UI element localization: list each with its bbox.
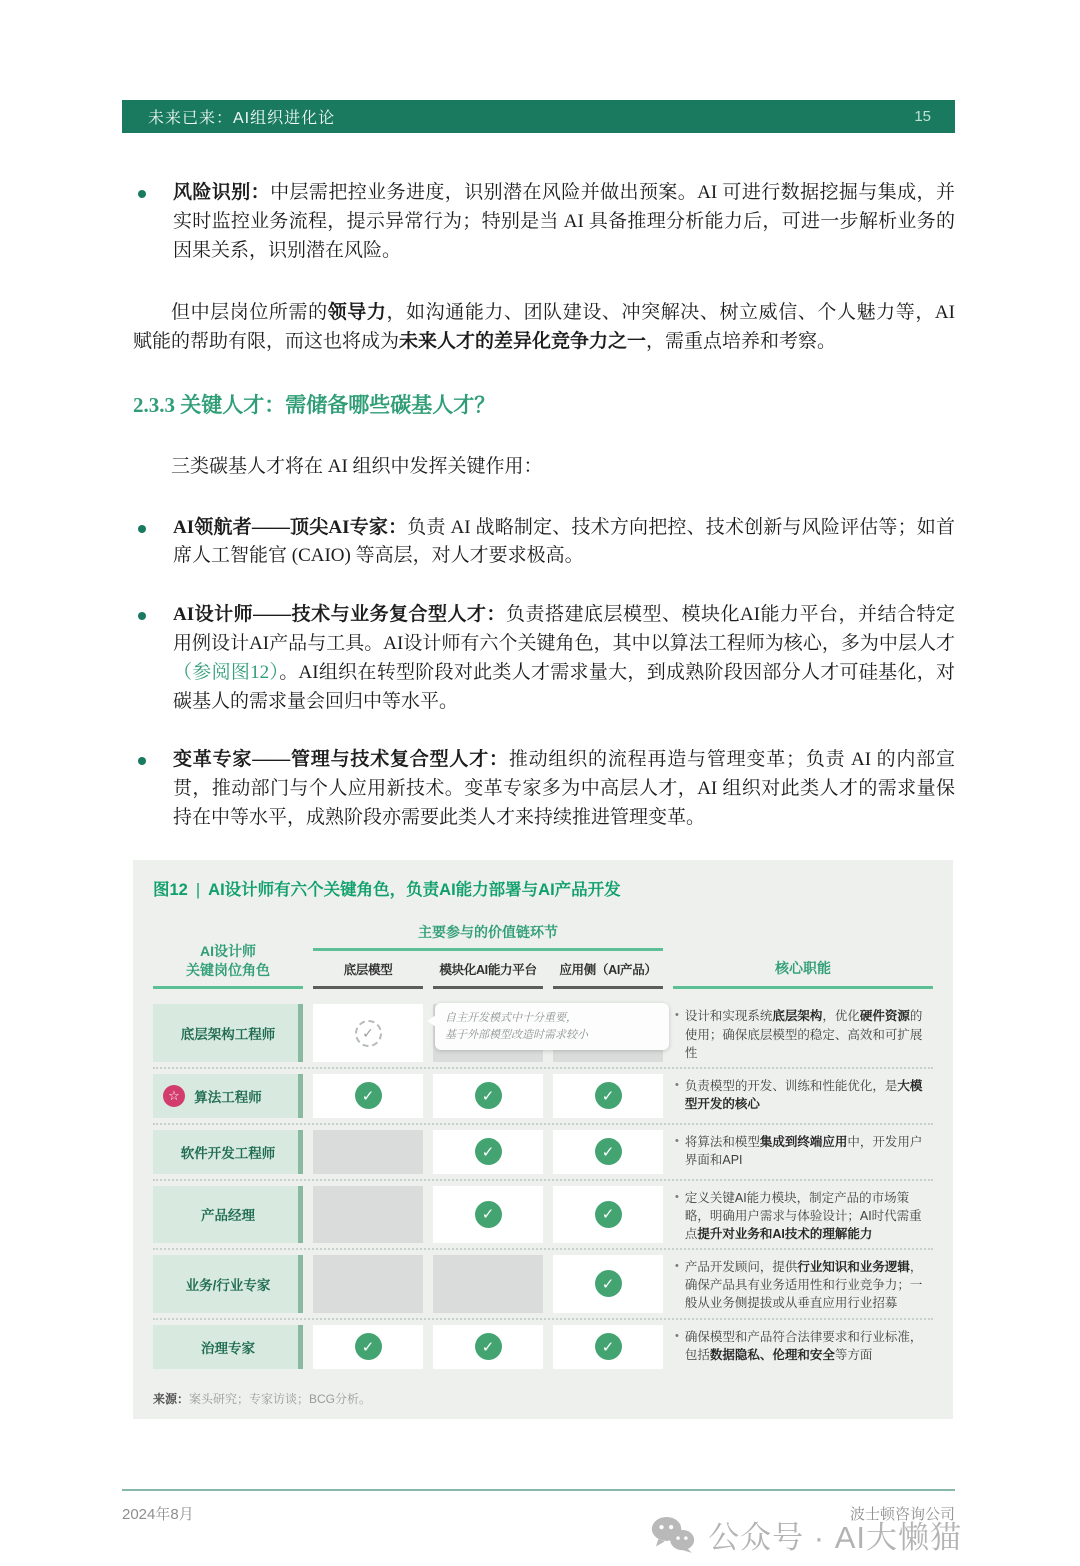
figure-source <box>153 1390 933 1407</box>
mark-cell-application <box>553 1074 663 1118</box>
core-function-text: 负责模型的开发、训练和性能优化，是大模型开发的核心 <box>684 1078 923 1111</box>
figure-12 <box>133 860 953 1418</box>
header-title: 未来已来：AI组织进化论 <box>148 110 336 127</box>
core-function-text: 设计和实现系统底层架构，优化硬件资源的使用；确保底层模型的稳定、高效和可扩展性 <box>684 1009 923 1060</box>
bullet-item-ai-designer <box>133 601 955 717</box>
core-function-text: 定义关键AI能力模块，制定产品的市场策略，明确用户需求与体验设计；AI时代需重点提升对业务和AI技术的理解能力 <box>684 1190 922 1242</box>
core-function-cell <box>673 1130 933 1174</box>
mark-cell-application <box>553 1255 663 1312</box>
mark-cell-ai-platform <box>433 1325 543 1369</box>
role-cell <box>153 1004 303 1061</box>
role-label: 治理专家 <box>201 1340 255 1356</box>
check-icon: ✓ <box>475 1138 502 1165</box>
watermark-text: 公众号 · AI大懒猫 <box>708 1520 962 1555</box>
figure-title-prefix: 图12 <box>153 881 188 900</box>
figure-title-separator: | <box>195 881 201 900</box>
bullet-icon: • <box>675 1190 679 1203</box>
wechat-icon <box>650 1515 696 1554</box>
footer-company: 波士顿咨询公司 <box>849 1505 955 1523</box>
column-group-value-chain <box>313 922 663 989</box>
star-badge-icon: ☆ <box>163 1085 185 1107</box>
role-label: 产品经理 <box>201 1208 255 1224</box>
table-row <box>153 999 933 1068</box>
column-header-core-functions: 核心职能 <box>673 958 933 989</box>
core-function-cell <box>673 1255 933 1312</box>
source-text: 案头研究；专家访谈；BCG分析。 <box>189 1391 372 1406</box>
mark-cell-application <box>553 1325 663 1369</box>
value-chain-subheaders <box>313 960 663 989</box>
dashed-check-icon: ✓ <box>355 1020 382 1047</box>
source-label: 来源： <box>153 1391 190 1406</box>
tooltip-callout: 自主开发模式中十分重要， 基于外部模型改造时需求较小 <box>435 1003 669 1050</box>
role-cell <box>153 1255 303 1312</box>
mark-cell-ai-platform <box>433 1130 543 1174</box>
figure-title <box>153 876 933 900</box>
table-row <box>153 1320 933 1374</box>
bullet-risk-text: 风险识别：中层需把控业务进度，识别潜在风险并做出预案。AI 可进行数据挖掘与集成，并实时监控业务流程，提示异常行为；特别是当 AI 具备推理分析能力后，可进一步解析业务的因果关系，识别潜在风险。 <box>173 182 955 261</box>
role-cell <box>153 1130 303 1174</box>
bullet-icon: • <box>675 1134 679 1147</box>
role-label: 软件开发工程师 <box>180 1145 276 1161</box>
column-header-roles <box>153 942 303 990</box>
column-header-base-model: 底层模型 <box>313 960 423 989</box>
column-header-application: 应用侧（AI产品） <box>553 960 663 989</box>
check-icon: ✓ <box>475 1082 502 1109</box>
check-icon: ✓ <box>355 1333 382 1360</box>
bullet-icon <box>138 757 146 765</box>
page-header-bar <box>122 100 955 133</box>
figure-table-rows <box>153 999 933 1373</box>
figure-table-header <box>153 922 933 989</box>
mark-cell-base-model <box>313 1130 423 1174</box>
table-row <box>153 1125 933 1181</box>
check-icon: ✓ <box>595 1270 622 1297</box>
column-header-roles-line1: AI设计师 <box>200 942 256 959</box>
check-icon: ✓ <box>595 1201 622 1228</box>
bullet-navigator-text: AI领航者——顶尖AI专家：负责 AI 战略制定、技术方向把控、技术创新与风险评估等；如首席人工智能官 (CAIO) 等高层，对人才要求极高。 <box>173 516 955 567</box>
bullet-icon <box>138 612 146 620</box>
page-content <box>133 179 955 1419</box>
table-row <box>153 1069 933 1125</box>
bullet-item-change-expert <box>133 746 955 833</box>
figure-reference-link[interactable]: （参阅图12） <box>173 662 280 684</box>
role-cell <box>153 1186 303 1243</box>
mark-cell-application <box>553 1130 663 1174</box>
mark-cell-base-model <box>313 1255 423 1312</box>
bullet-icon <box>138 190 146 198</box>
table-row <box>153 1250 933 1319</box>
check-icon: ✓ <box>475 1201 502 1228</box>
bullet-icon <box>138 525 146 533</box>
watermark <box>650 1512 962 1557</box>
value-chain-group-label: 主要参与的价值链环节 <box>313 922 663 951</box>
mark-cell-application <box>553 1186 663 1243</box>
core-function-cell <box>673 1004 933 1061</box>
core-function-cell <box>673 1325 933 1369</box>
bullet-item-risk <box>133 179 955 266</box>
bullet-change-text: 变革专家——管理与技术复合型人才：推动组织的流程再造与管理变革；负责 AI 的内部宣贯，推动部门与个人应用新技术。变革专家多为中高层人才，AI 组织对此类人才的需求量保持在中等水平，成熟阶段亦需要此类人才来持续推进管理变革。 <box>173 748 955 828</box>
bullet-icon: • <box>675 1078 679 1091</box>
mark-cell-base-model <box>313 1325 423 1369</box>
bullet-icon: • <box>675 1260 679 1273</box>
footer-divider <box>122 1489 955 1491</box>
core-function-cell <box>673 1074 933 1118</box>
bullet-designer-text: AI设计师——技术与业务复合型人才：负责搭建底层模型、模块化AI能力平台，并结合特定用例设计AI产品与工具。AI设计师有六个关键角色，其中以算法工程师为核心，多为中层人才（参阅图12）。AI组织在转型阶段对此类人才需求量大，到成熟阶段因部分人才可硅基化，对碳基人的需求量会回归中等水平。 <box>173 604 955 712</box>
paragraph-leadership: 但中层岗位所需的领导力，如沟通能力、团队建设、冲突解决、树立威信、个人魅力等，AI 赋能的帮助有限，而这也将成为未来人才的差异化竞争力之一，需重点培养和考察。 <box>133 301 955 352</box>
check-icon: ✓ <box>595 1082 622 1109</box>
page-number: 15 <box>914 108 931 125</box>
column-header-roles-line2: 关键岗位角色 <box>186 961 270 978</box>
mark-cell-ai-platform <box>433 1255 543 1312</box>
bullet-item-ai-navigator <box>133 514 955 572</box>
check-icon: ✓ <box>355 1082 382 1109</box>
column-header-ai-platform: 模块化AI能力平台 <box>433 960 543 989</box>
core-function-cell <box>673 1186 933 1243</box>
bullet-icon: • <box>675 1009 679 1022</box>
role-label: 底层架构工程师 <box>180 1027 276 1043</box>
mark-cell-ai-platform <box>433 1074 543 1118</box>
role-label: 算法工程师 <box>194 1089 262 1105</box>
mark-cell-base-model <box>313 1186 423 1243</box>
check-icon: ✓ <box>475 1333 502 1360</box>
core-function-text: 确保模型和产品符合法律要求和行业标准，包括数据隐私、伦理和安全等方面 <box>684 1329 923 1362</box>
check-icon: ✓ <box>595 1138 622 1165</box>
table-row <box>153 1181 933 1250</box>
bullet-icon: • <box>675 1329 679 1342</box>
role-cell <box>153 1074 303 1118</box>
role-cell <box>153 1325 303 1369</box>
section-heading: 2.3.3 关键人才：需储备哪些碳基人才？ <box>133 393 496 418</box>
mark-cell-base-model <box>313 1074 423 1118</box>
figure-title-text: AI设计师有六个关键角色，负责AI能力部署与AI产品开发 <box>208 881 621 900</box>
intro-paragraph: 三类碳基人才将在 AI 组织中发挥关键作用： <box>171 455 543 477</box>
mark-cell-ai-platform <box>433 1186 543 1243</box>
core-function-text: 产品开发顾问，提供行业知识和业务逻辑，确保产品具有业务适用性和行业竞争力；一般从业务侧提拔或从垂直应用行业招募 <box>684 1260 923 1311</box>
check-icon: ✓ <box>595 1333 622 1360</box>
core-function-text: 将算法和模型集成到终端应用中，开发用户界面和API <box>684 1134 923 1167</box>
mark-cell-base-model <box>313 1004 423 1061</box>
role-label: 业务/行业专家 <box>185 1277 271 1293</box>
footer-date: 2024年8月 <box>122 1505 194 1523</box>
